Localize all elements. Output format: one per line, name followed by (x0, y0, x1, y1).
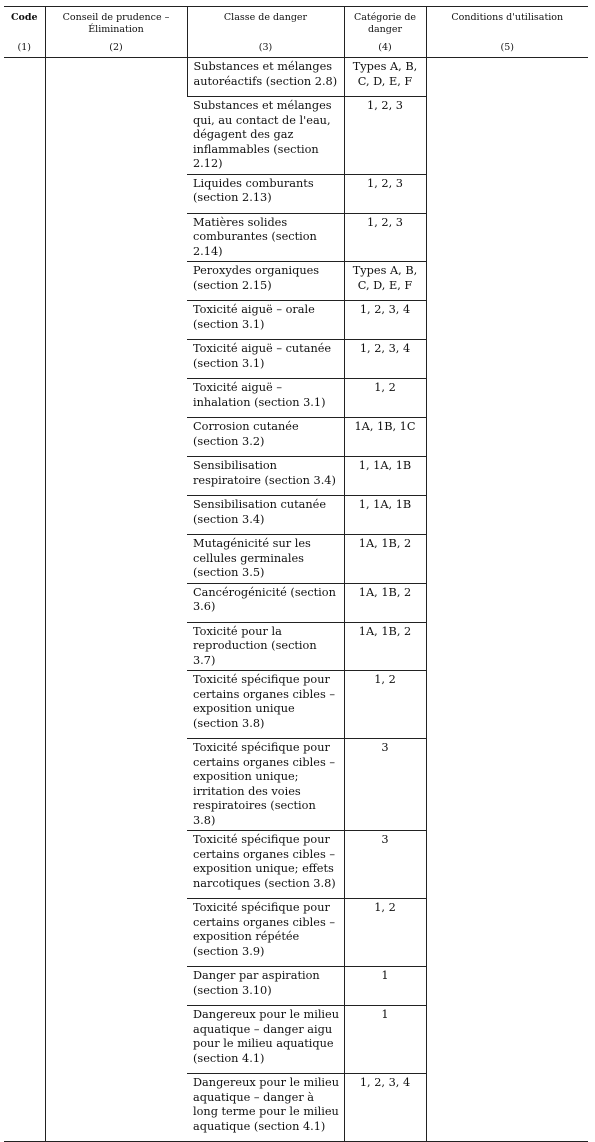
hazard-class-cell: Danger par aspiration (section 3.10) (187, 967, 344, 1006)
precautionary-statements-table (4, 6, 588, 1142)
hazard-class-cell: Toxicité spécifique pour certains organes cibles – exposition unique; irritation des voies respiratoires (section 3.8) (187, 739, 344, 831)
hazard-category-cell: 1 (344, 967, 426, 1006)
header-code: Code (4, 7, 45, 40)
hazard-category-cell: 1, 2, 3, 4 (344, 301, 426, 340)
column-number: (1) (4, 39, 45, 58)
hazard-category-cell: Types A, B, C, D, E, F (344, 58, 426, 97)
hazard-category-cell: 1, 2, 3, 4 (344, 340, 426, 379)
hazard-class-cell: Toxicité aiguë – orale (section 3.1) (187, 301, 344, 340)
hazard-category-cell: 1, 2 (344, 899, 426, 967)
code-cell (4, 58, 45, 1142)
hazard-class-cell: Toxicité spécifique pour certains organes cibles – exposition répétée (section 3.9) (187, 899, 344, 967)
header-hazard-category: Catégorie de danger (344, 7, 426, 40)
precaution-cell (45, 58, 187, 1142)
column-number: (4) (344, 39, 426, 58)
hazard-class-cell: Toxicité aiguë – inhalation (section 3.1) (187, 379, 344, 418)
hazard-class-cell: Corrosion cutanée (section 3.2) (187, 418, 344, 457)
hazard-category-cell: 3 (344, 739, 426, 831)
column-number: (2) (45, 39, 187, 58)
hazard-class-cell: Sensibilisation cutanée (section 3.4) (187, 496, 344, 535)
hazard-class-cell: Substances et mélanges autoréactifs (section 2.8) (187, 58, 344, 97)
column-number-row (4, 39, 588, 58)
hazard-class-cell: Substances et mélanges qui, au contact de l'eau, dégagent des gaz inflammables (section 2.12) (187, 97, 344, 175)
hazard-class-cell: Dangereux pour le milieu aquatique – danger aigu pour le milieu aquatique (section 4.1) (187, 1006, 344, 1074)
hazard-category-cell: 1A, 1B, 2 (344, 583, 426, 622)
header-hazard-class: Classe de danger (187, 7, 344, 40)
hazard-class-cell: Toxicité spécifique pour certains organes cibles – exposition unique; effets narcotiques (section 3.8) (187, 831, 344, 899)
hazard-class-cell: Peroxydes organiques (section 2.15) (187, 262, 344, 301)
hazard-category-cell: 1, 2, 3 (344, 174, 426, 213)
hazard-class-cell: Mutagénicité sur les cellules germinales (section 3.5) (187, 535, 344, 584)
hazard-category-cell: 1 (344, 1006, 426, 1074)
hazard-category-cell: 1A, 1B, 2 (344, 622, 426, 671)
column-number: (5) (426, 39, 588, 58)
hazard-class-cell: Toxicité aiguë – cutanée (section 3.1) (187, 340, 344, 379)
header-precaution: Conseil de prudence – Élimination (45, 7, 187, 40)
hazard-class-cell: Toxicité spécifique pour certains organes cibles – exposition unique (section 3.8) (187, 671, 344, 739)
hazard-class-cell: Matières solides comburantes (section 2.14) (187, 213, 344, 262)
hazard-class-cell: Cancérogénicité (section 3.6) (187, 583, 344, 622)
hazard-category-cell: 1A, 1B, 2 (344, 535, 426, 584)
hazard-category-cell: Types A, B, C, D, E, F (344, 262, 426, 301)
hazard-class-cell: Liquides comburants (section 2.13) (187, 174, 344, 213)
document-page (4, 6, 588, 1142)
header-row (4, 7, 588, 40)
hazard-class-cell: Sensibilisation respiratoire (section 3.4) (187, 457, 344, 496)
hazard-class-cell: Toxicité pour la reproduction (section 3.7) (187, 622, 344, 671)
header-conditions: Conditions d'utilisation (426, 7, 588, 40)
hazard-category-cell: 1, 2, 3, 4 (344, 1074, 426, 1142)
column-number: (3) (187, 39, 344, 58)
conditions-cell (426, 58, 588, 1142)
hazard-category-cell: 1, 2, 3 (344, 213, 426, 262)
hazard-category-cell: 3 (344, 831, 426, 899)
hazard-category-cell: 1, 2, 3 (344, 97, 426, 175)
table-row (4, 58, 588, 97)
hazard-category-cell: 1, 1A, 1B (344, 457, 426, 496)
hazard-category-cell: 1A, 1B, 1C (344, 418, 426, 457)
hazard-category-cell: 1, 2 (344, 379, 426, 418)
hazard-class-cell: Dangereux pour le milieu aquatique – danger à long terme pour le milieu aquatique (section 4.1) (187, 1074, 344, 1142)
hazard-category-cell: 1, 2 (344, 671, 426, 739)
hazard-category-cell: 1, 1A, 1B (344, 496, 426, 535)
